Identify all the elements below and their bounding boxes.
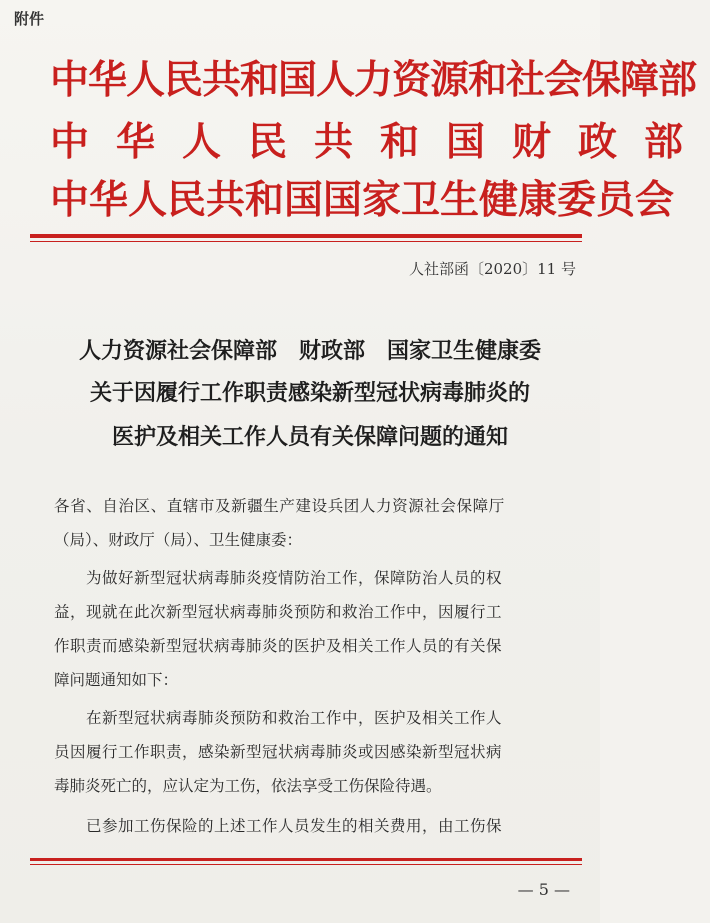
issuer-health-commission: 中华人民共和国国家卫生健康委员会 — [50, 177, 675, 223]
footer-divider-thin — [30, 864, 582, 865]
paragraph-1-line-4: 障问题通知如下： — [54, 671, 179, 689]
addressee-line-2: （局）、财政厅（局）、卫生健康委： — [54, 531, 303, 549]
header-divider-thick — [30, 234, 582, 238]
paragraph-2-line-2: 员因履行工作职责，感染新型冠状病毒肺炎或因感染新型冠状病 — [54, 743, 503, 761]
notice-title-line-1: 人力资源社会保障部 财政部 国家卫生健康委 — [78, 339, 541, 364]
paragraph-2-line-1: 在新型冠状病毒肺炎预防和救治工作中，医护及相关工作人 — [86, 709, 503, 727]
addressee-line-1: 各省、自治区、直辖市及新疆生产建设兵团人力资源社会保障厅 — [54, 497, 505, 515]
notice-title-line-3: 医护及相关工作人员有关保障问题的通知 — [111, 425, 508, 450]
issuer-ministry-human-resources: 中华人民共和国人力资源和社会保障部 — [50, 57, 697, 103]
issuer-ministry-finance: 中华人民共和国财政部 — [50, 119, 710, 165]
header-divider-thin — [30, 241, 582, 242]
paragraph-2-line-3: 毒肺炎死亡的，应认定为工伤，依法享受工伤保险待遇。 — [54, 777, 442, 795]
paragraph-1-line-2: 益，现就在此次新型冠状病毒肺炎预防和救治工作中，因履行工 — [54, 603, 503, 621]
footer-divider-thick — [30, 858, 582, 861]
paragraph-1-line-1: 为做好新型冠状病毒肺炎疫情防治工作，保障防治人员的权 — [86, 569, 503, 587]
paragraph-1-line-3: 作职责而感染新型冠状病毒肺炎的医护及相关工作人员的有关保 — [54, 637, 503, 655]
paragraph-3-line-1: 已参加工伤保险的上述工作人员发生的相关费用，由工伤保 — [86, 817, 503, 835]
document-number: 人社部函〔2020〕11 号 — [408, 260, 576, 278]
notice-title-line-2: 关于因履行工作职责感染新型冠状病毒肺炎的 — [89, 381, 530, 406]
attachment-label: 附件 — [14, 10, 45, 28]
page-number: — 5 — — [517, 880, 570, 899]
